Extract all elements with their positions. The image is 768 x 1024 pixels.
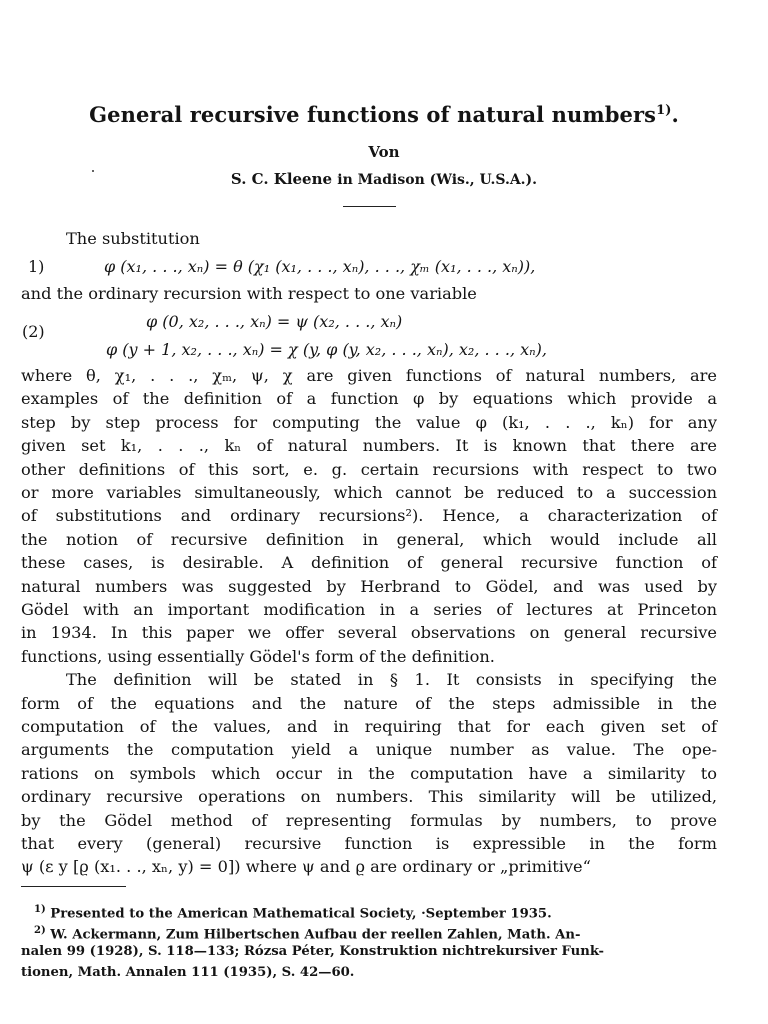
footnote-mark: 1)	[34, 904, 46, 915]
equation-1-number: 1)	[28, 257, 45, 276]
body-line: functions, using essentially Gödel's form of the definition.	[21, 646, 495, 666]
body-line: arguments the computation yield a unique number as value. The ope-	[21, 740, 717, 760]
body-line: form of the equations and the nature of the steps admissible in the	[21, 693, 717, 713]
equation-2a: φ (0, x₂, . . ., xₙ) = ψ (x₂, . . ., xₙ)	[146, 312, 403, 331]
title-footnote-mark: 1)	[656, 103, 672, 118]
author-name: S. C. Kleene	[230, 170, 333, 188]
body-line: ordinary recursive operations on numbers. This similarity will be utilized,	[21, 787, 717, 807]
footnote-text: nalen 99 (1928), S. 118—133; Rózsa Péter, Konstruktion nichtrekursiver Funk-	[21, 944, 604, 959]
equation-2-number: (2)	[22, 322, 45, 341]
title-separator-rule	[343, 206, 396, 207]
footnote-mark: 2)	[34, 925, 46, 936]
footnote-text: Presented to the American Mathematical Society, ·September 1935.	[50, 906, 552, 922]
paper-title: General recursive functions of natural numbers$^{1)}$.	[89, 102, 679, 127]
author-line	[0, 170, 768, 188]
body-line: step by step process for computing the value φ (k₁, . . ., kₙ) for any	[21, 412, 717, 432]
footnote-line	[21, 962, 717, 983]
title-text: General recursive functions of natural numbers	[89, 102, 657, 127]
author-affiliation: in Madison (Wis., U.S.A.).	[337, 172, 538, 188]
equation-1: φ (x₁, . . ., xₙ) = θ (χ₁ (x₁, . . ., xₙ), . . ., χₘ (x₁, . . ., xₙ)),	[104, 257, 536, 276]
body-line: or more variables simultaneously, which cannot be reduced to a succession	[21, 483, 717, 502]
body-line: in 1934. In this paper we offer several observations on general recursive	[21, 623, 717, 643]
body-line: these cases, is desirable. A definition of general recursive function of	[21, 553, 717, 573]
footnote-text: W. Ackermann, Zum Hilbertschen Aufbau der reellen Zahlen, Math. An-	[50, 927, 581, 943]
body-line: The definition will be stated in § 1. It consists in specifying the	[66, 670, 717, 690]
von-label: Von	[368, 143, 400, 161]
footnote-rule	[21, 886, 126, 887]
body-line: Gödel with an important modification in a series of lectures at Princeton	[21, 600, 717, 619]
body-line: by the Gödel method of representing formulas by numbers, to prove	[21, 810, 717, 830]
body-line: examples of the definition of a function φ by equations which provide a	[21, 389, 717, 409]
body-line: where θ, χ₁, . . ., χₘ, ψ, χ are given functions of natural numbers, are	[21, 366, 717, 385]
recursion-intro: and the ordinary recursion with respect to one variable	[21, 284, 477, 303]
body-line: natural numbers was suggested by Herbrand to Gödel, and was used by	[21, 576, 717, 596]
body-line: other definitions of this sort, e. g. certain recursions with respect to two	[21, 459, 717, 479]
substitution-intro: The substitution	[66, 229, 200, 248]
body-line: the notion of recursive definition in general, which would include all	[21, 529, 717, 549]
equation-2b: φ (y + 1, x₂, . . ., xₙ) = χ (y, φ (y, x₂, . . ., xₙ), x₂, . . ., xₙ),	[106, 340, 547, 359]
body-line: that every (general) recursive function is expressible in the form	[21, 834, 717, 853]
body-line: ψ (ε y [ϱ (x₁. . ., xₙ, y) = 0]) where ψ and ϱ are ordinary or „primitive“	[21, 857, 591, 877]
footnote-line	[21, 941, 717, 962]
body-line: computation of the values, and in requiring that for each given set of	[21, 717, 717, 736]
body-line: rations on symbols which occur in the computation have a similarity to	[21, 763, 717, 783]
body-line: given set k₁, . . ., kₙ of natural numbers. It is known that there are	[21, 436, 717, 456]
footnote-text: tionen, Math. Annalen 111 (1935), S. 42—60.	[21, 965, 355, 980]
body-line: of substitutions and ordinary recursions²). Hence, a characterization of	[21, 506, 717, 526]
